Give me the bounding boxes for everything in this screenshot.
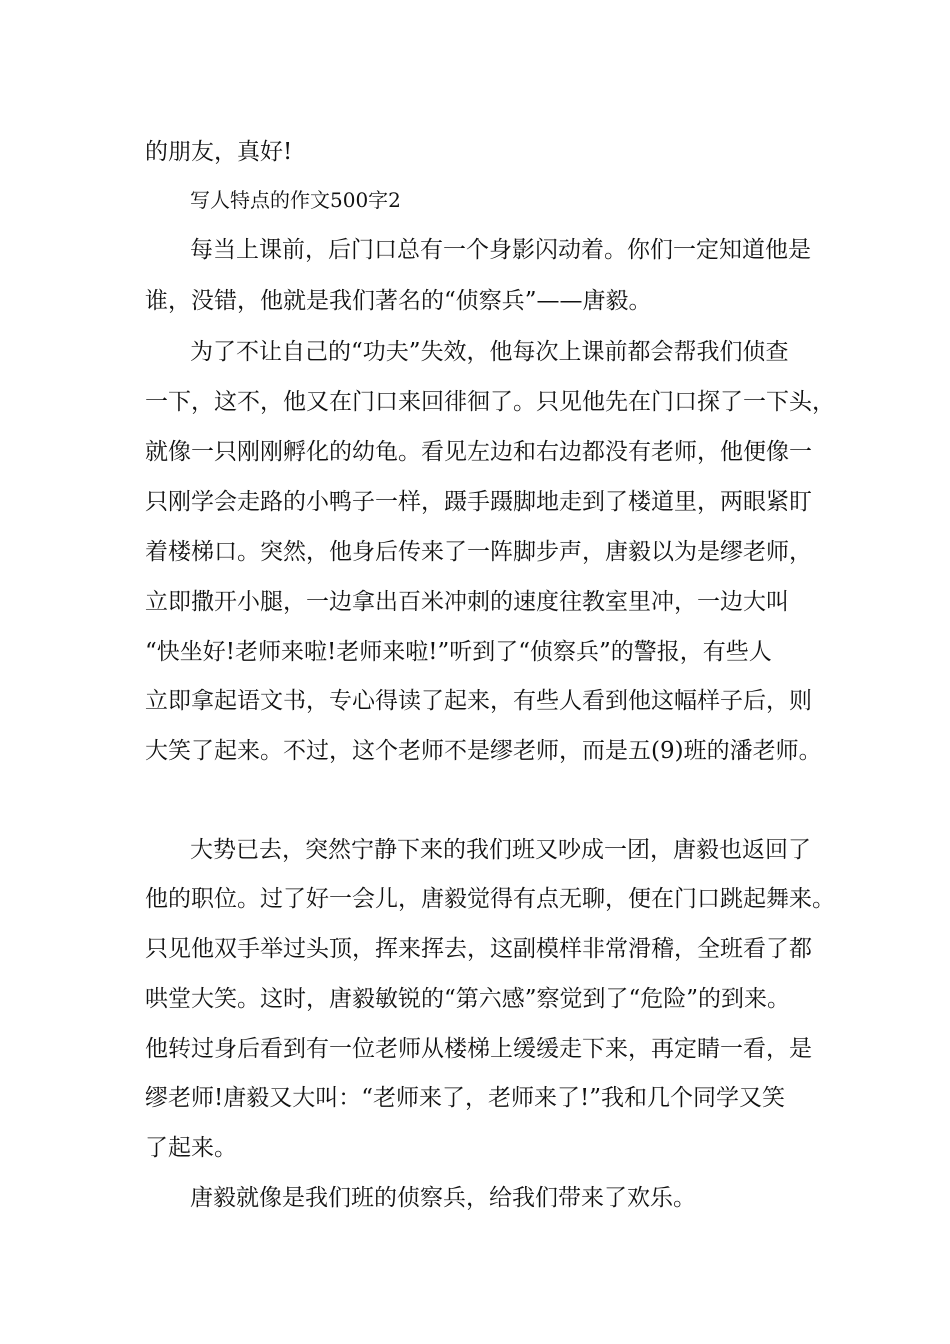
text-line: 他转过身后看到有一位老师从楼梯上缓缓走下来，再定睛一看，是 <box>145 1036 812 1062</box>
text-line: 他的职位。过了好一会儿，唐毅觉得有点无聊，便在门口跳起舞来。 <box>145 886 835 912</box>
text-line: 为了不让自己的“功夫”失效，他每次上课前都会帮我们侦查 <box>190 339 789 365</box>
text-line: 谁，没错，他就是我们著名的“侦察兵”——唐毅。 <box>145 288 652 314</box>
text-line: 了起来。 <box>145 1135 237 1161</box>
text-line: 的朋友，真好! <box>145 139 293 165</box>
text-line: 大笑了起来。不过，这个老师不是缪老师，而是五(9)班的潘老师。 <box>145 738 822 764</box>
text-line: 就像一只刚刚孵化的幼龟。看见左边和右边都没有老师，他便像一 <box>145 439 812 465</box>
text-line: 只刚学会走路的小鸭子一样，蹑手蹑脚地走到了楼道里，两眼紧盯 <box>145 489 812 515</box>
text-line: 大势已去，突然宁静下来的我们班又吵成一团，唐毅也返回了 <box>190 837 811 863</box>
section-title: 写人特点的作文500字2 <box>190 188 401 212</box>
text-line: 立即拿起语文书，专心得读了起来，有些人看到他这幅样子后，则 <box>145 688 812 714</box>
text-line: 每当上课前，后门口总有一个身影闪动着。你们一定知道他是 <box>190 237 811 263</box>
text-line: “快坐好!老师来啦!老师来啦!”听到了“侦察兵”的警报，有些人 <box>145 639 772 665</box>
text-line: 唐毅就像是我们班的侦察兵，给我们带来了欢乐。 <box>190 1185 696 1211</box>
text-line: 缪老师!唐毅又大叫：“老师来了，老师来了!”我和几个同学又笑 <box>145 1085 786 1111</box>
text-line: 着楼梯口。突然，他身后传来了一阵脚步声，唐毅以为是缪老师， <box>145 539 812 565</box>
text-line: 一下，这不，他又在门口来回徘徊了。只见他先在门口探了一下头， <box>145 389 835 415</box>
text-line: 立即撒开小腿，一边拿出百米冲刺的速度往教室里冲，一边大叫 <box>145 589 789 615</box>
text-line: 只见他双手举过头顶，挥来挥去，这副模样非常滑稽，全班看了都 <box>145 936 812 962</box>
text-line: 哄堂大笑。这时，唐毅敏锐的“第六感”察觉到了“危险”的到来。 <box>145 986 791 1012</box>
